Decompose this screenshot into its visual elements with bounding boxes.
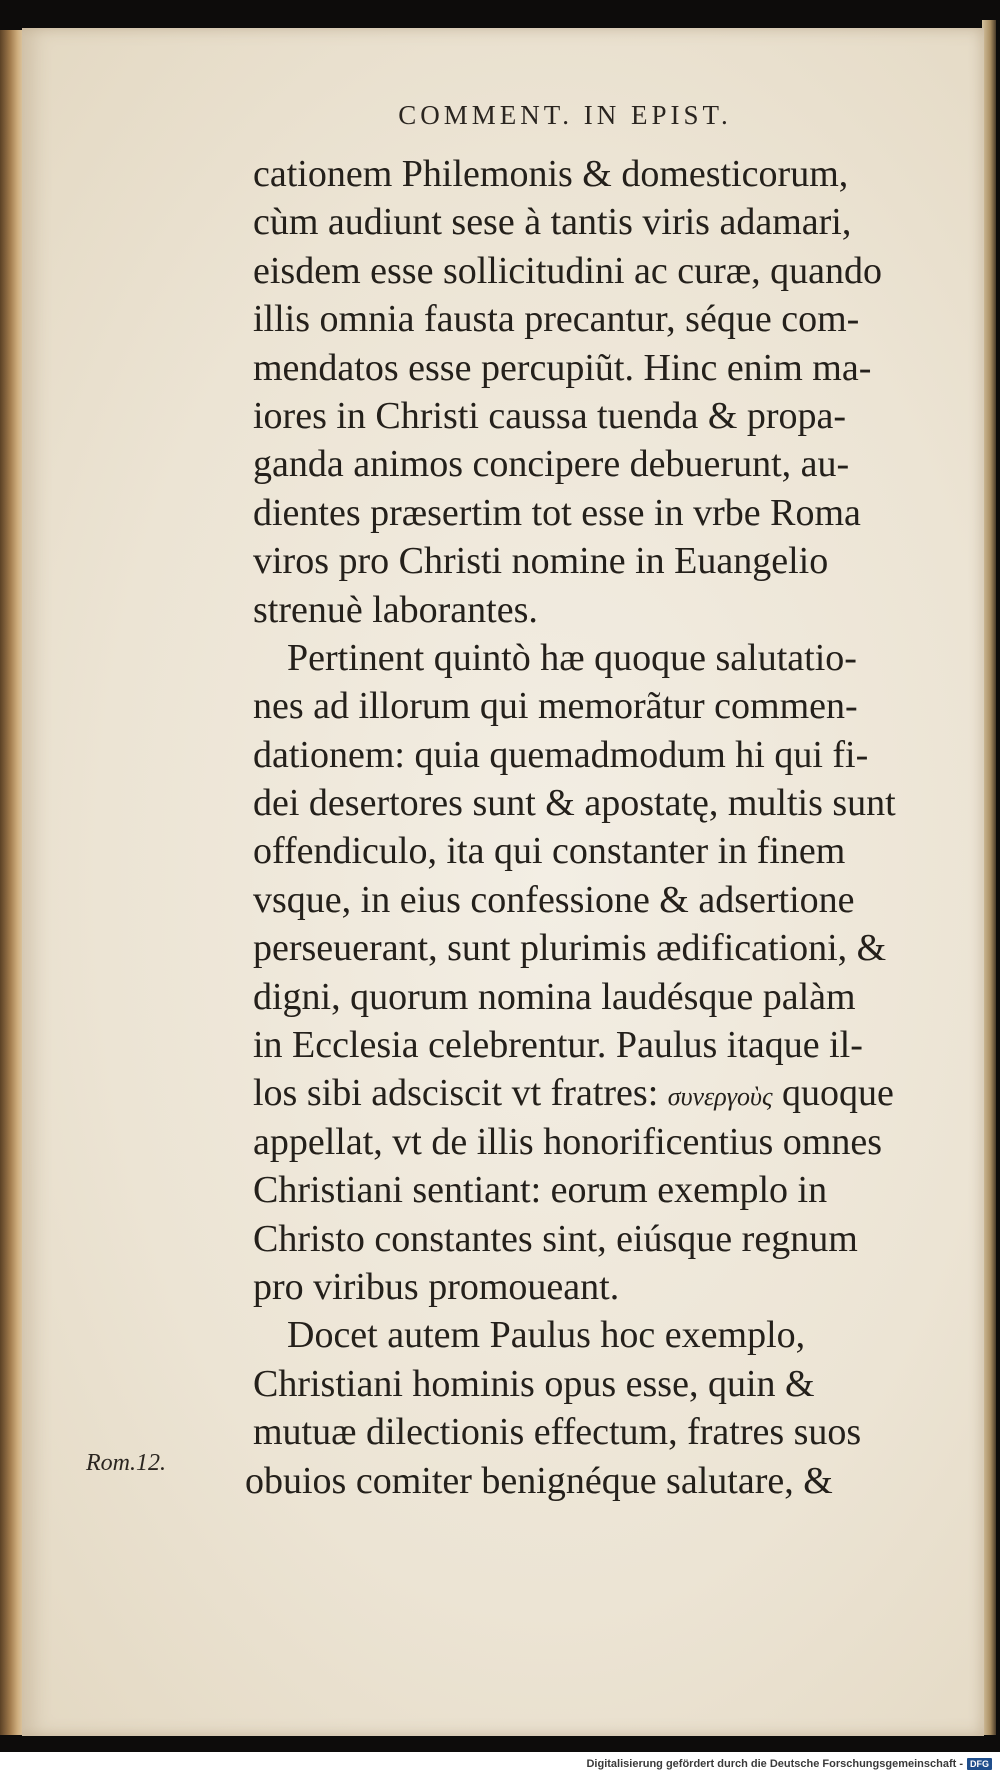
text-segment: los sibi adsciscit vt fratres: bbox=[253, 1072, 659, 1115]
text-line: vsque, in eius confessione & adsertione bbox=[253, 878, 855, 921]
text-line: offendiculo, ita qui constanter in finem bbox=[253, 830, 846, 873]
marginal-note: Rom.12. bbox=[86, 1450, 166, 1476]
text-line-with-greek bbox=[253, 1069, 933, 1117]
text-line: cationem Philemonis & domesticorum, bbox=[253, 153, 849, 195]
text-line: in Ecclesia celebrentur. Paulus itaque il- bbox=[253, 1024, 863, 1067]
text-line: mendatos esse percupiũt. Hinc enim ma- bbox=[253, 346, 872, 389]
text-line: eisdem esse sollicitudini ac curæ, quando bbox=[253, 249, 882, 292]
text-line: nes ad illorum qui memorãtur commen- bbox=[253, 685, 858, 728]
text-line: appellat, vt de illis honorificentius omnes bbox=[253, 1120, 882, 1163]
text-line: illis omnia fausta precantur, séque com- bbox=[253, 298, 860, 341]
text-line: dei desertores sunt & apostatę, multis sunt bbox=[253, 782, 896, 825]
book-edge-right bbox=[982, 20, 996, 1735]
paragraph-first-line: Pertinent quintò hæ quoque salutatio- bbox=[287, 636, 857, 679]
text-line: pro viribus promoueant. bbox=[253, 1265, 620, 1308]
book-edge-left bbox=[0, 30, 22, 1735]
text-line: strenuè laborantes. bbox=[253, 588, 538, 631]
text-line: ganda animos concipere debuerunt, au- bbox=[253, 443, 850, 486]
text-line: dationem: quia quemadmodum hi qui fi- bbox=[253, 733, 869, 776]
text-line: viros pro Christi nomine in Euangelio bbox=[253, 540, 829, 583]
text-line: Christo constantes sint, eiúsque regnum bbox=[253, 1217, 858, 1260]
text-line: Christiani hominis opus esse, quin & bbox=[253, 1362, 815, 1405]
text-line: iores in Christi caussa tuenda & propa- bbox=[253, 394, 847, 437]
text-line: dientes præsertim tot esse in vrbe Roma bbox=[253, 491, 861, 534]
text-line: perseuerant, sunt plurimis ædificationi, & bbox=[253, 927, 887, 970]
greek-word: συνεργοὺς bbox=[667, 1082, 773, 1112]
text-line: obuios comiter benignéque salutare, & bbox=[245, 1459, 833, 1502]
text-segment: quoque bbox=[772, 1072, 894, 1115]
footer-credit bbox=[586, 1758, 992, 1770]
paragraph-first-line: Docet autem Paulus hoc exemplo, bbox=[287, 1314, 806, 1357]
credit-text: Digitalisierung gefördert durch die Deutsche Forschungsgemeinschaft - bbox=[586, 1758, 963, 1770]
text-line: cùm audiunt sese à tantis viris adamari, bbox=[253, 201, 852, 244]
running-head: COMMENT. IN EPIST. bbox=[398, 100, 732, 130]
body-text bbox=[245, 150, 933, 1505]
text-line: Christiani sentiant: eorum exemplo in bbox=[253, 1169, 828, 1212]
text-line: digni, quorum nomina laudésque palàm bbox=[253, 975, 856, 1018]
text-line: mutuæ dilectionis effectum, fratres suos bbox=[253, 1411, 862, 1454]
dfg-logo: DFG bbox=[967, 1758, 992, 1770]
